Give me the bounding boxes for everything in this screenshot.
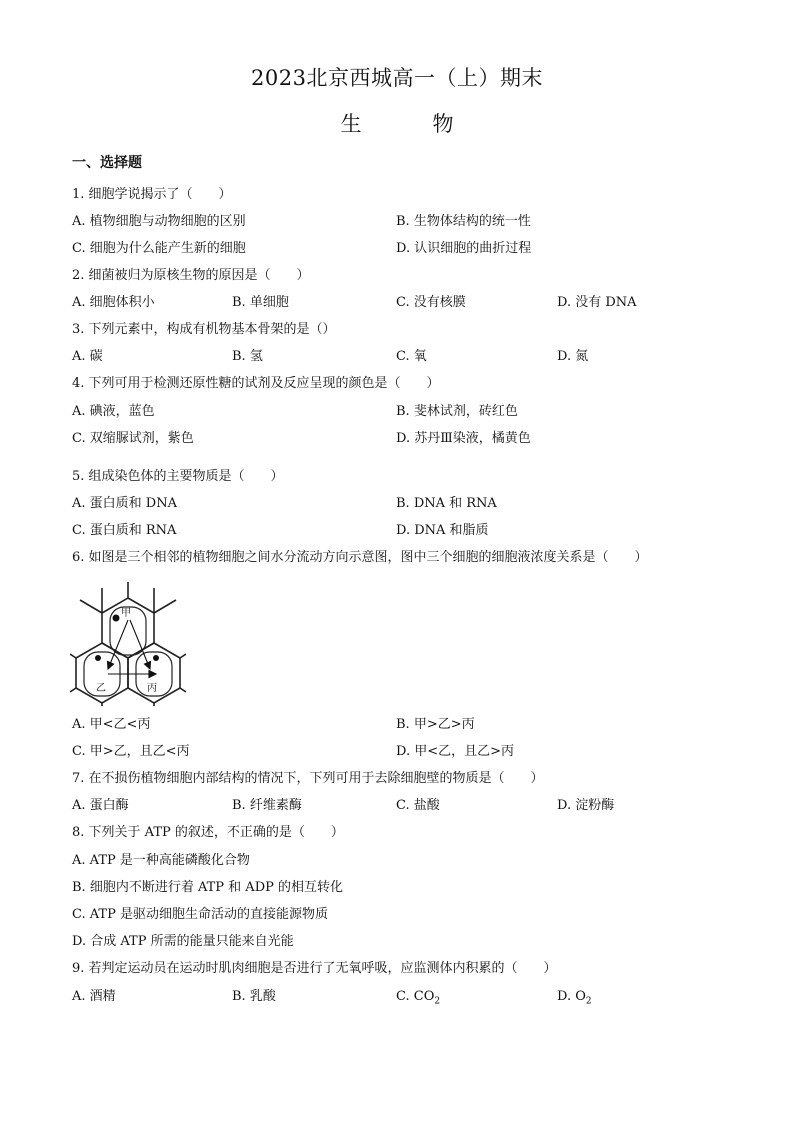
q2-option-d: D. 没有 DNA (557, 295, 637, 310)
question-6-stem: 6. 如图是三个相邻的植物细胞之间水分流动方向示意图，图中三个细胞的细胞液浓度关系是（ ） (72, 550, 648, 565)
q7-option-d: D. 淀粉酶 (557, 798, 615, 813)
q4-option-b: B. 斐林试剂，砖红色 (396, 404, 518, 419)
question-9-stem: 9. 若判定运动员在运动时肌肉细胞是否进行了无氧呼吸，应监测体内积累的（ ） (72, 961, 557, 976)
q6-option-b: B. 甲>乙>丙 (396, 717, 475, 732)
q4-option-d: D. 苏丹Ⅲ染液，橘黄色 (396, 431, 531, 446)
q2-option-c: C. 没有核膜 (396, 295, 466, 310)
question-4-stem: 4. 下列可用于检测还原性糖的试剂及反应呈现的颜色是（ ） (72, 376, 440, 391)
nucleus-bing (153, 655, 159, 661)
question-1-stem: 1. 细胞学说揭示了（ ） (72, 187, 232, 202)
arrowhead-icon (145, 662, 151, 670)
q9-option-d-sub: 2 (585, 996, 592, 1007)
cell-diagram-svg (70, 580, 186, 706)
question-2-stem: 2. 细菌被归为原核生物的原因是（ ） (72, 268, 310, 283)
q4-option-a: A. 碘液，蓝色 (72, 404, 155, 419)
q9-option-c-sub: 2 (434, 996, 441, 1007)
q1-option-d: D. 认识细胞的曲折过程 (396, 241, 532, 256)
q3-option-b: B. 氢 (232, 349, 263, 364)
q6-option-d: D. 甲<乙，且乙>丙 (396, 744, 515, 759)
q1-option-c: C. 细胞为什么能产生新的细胞 (72, 241, 246, 256)
page-title: 2023北京西城高一（上）期末 (251, 66, 543, 90)
label-bing: 丙 (147, 683, 157, 694)
plant-cell-diagram (70, 580, 186, 706)
nucleus-yi (95, 655, 101, 661)
arrowhead-icon (108, 662, 114, 670)
arrowhead-icon (149, 671, 156, 678)
q9-option-c (396, 988, 440, 1011)
q4-option-c: C. 双缩脲试剂，紫色 (72, 431, 194, 446)
label-jia: 甲 (121, 608, 131, 619)
q5-option-a: A. 蛋白质和 DNA (72, 496, 177, 511)
q9-option-c-text: C. CO (396, 989, 435, 1004)
question-3-stem: 3. 下列元素中，构成有机物基本骨架的是（） (72, 322, 336, 337)
q7-option-a: A. 蛋白酶 (72, 798, 129, 813)
q7-option-b: B. 纤维素酶 (232, 798, 302, 813)
label-yi: 乙 (96, 683, 106, 694)
q3-option-c: C. 氧 (396, 349, 427, 364)
q8-option-d: D. 合成 ATP 所需的能量只能来自光能 (72, 934, 294, 949)
q9-option-d-text: D. O (557, 989, 586, 1004)
q3-option-d: D. 氮 (557, 349, 589, 364)
q1-option-b: B. 生物体结构的统一性 (396, 214, 531, 229)
q6-option-c: C. 甲>乙，且乙<丙 (72, 744, 190, 759)
q8-option-a: A. ATP 是一种高能磷酸化合物 (72, 853, 250, 868)
q8-option-c: C. ATP 是驱动细胞生命活动的直接能源物质 (72, 907, 328, 922)
q2-option-a: A. 细胞体积小 (72, 295, 155, 310)
question-8-stem: 8. 下列关于 ATP 的叙述，不正确的是（ ） (72, 825, 344, 840)
subject-heading (0, 108, 794, 138)
q5-option-d: D. DNA 和脂质 (396, 523, 489, 538)
q2-option-b: B. 单细胞 (232, 295, 289, 310)
q3-option-a: A. 碳 (72, 349, 103, 364)
nucleus-jia (113, 615, 120, 622)
section-heading: 一、选择题 (72, 155, 142, 171)
q9-option-b: B. 乳酸 (232, 989, 276, 1004)
subject-char-2: 物 (432, 112, 454, 136)
q9-option-d (557, 988, 592, 1011)
q6-option-a: A. 甲<乙<丙 (72, 717, 151, 732)
question-7-stem: 7. 在不损伤植物细胞内部结构的情况下，下列可用于去除细胞壁的物质是（ ） (72, 771, 544, 786)
q5-option-c: C. 蛋白质和 RNA (72, 523, 177, 538)
q7-option-c: C. 盐酸 (396, 798, 440, 813)
q9-option-a: A. 酒精 (72, 989, 116, 1004)
arrow-jia-to-yi (110, 620, 128, 664)
subject-char-1: 生 (340, 112, 362, 136)
q8-option-b: B. 细胞内不断进行着 ATP 和 ADP 的相互转化 (72, 880, 344, 895)
q1-option-a: A. 植物细胞与动物细胞的区别 (72, 214, 246, 229)
q5-option-b: B. DNA 和 RNA (396, 496, 497, 511)
question-5-stem: 5. 组成染色体的主要物质是（ ） (72, 469, 284, 484)
